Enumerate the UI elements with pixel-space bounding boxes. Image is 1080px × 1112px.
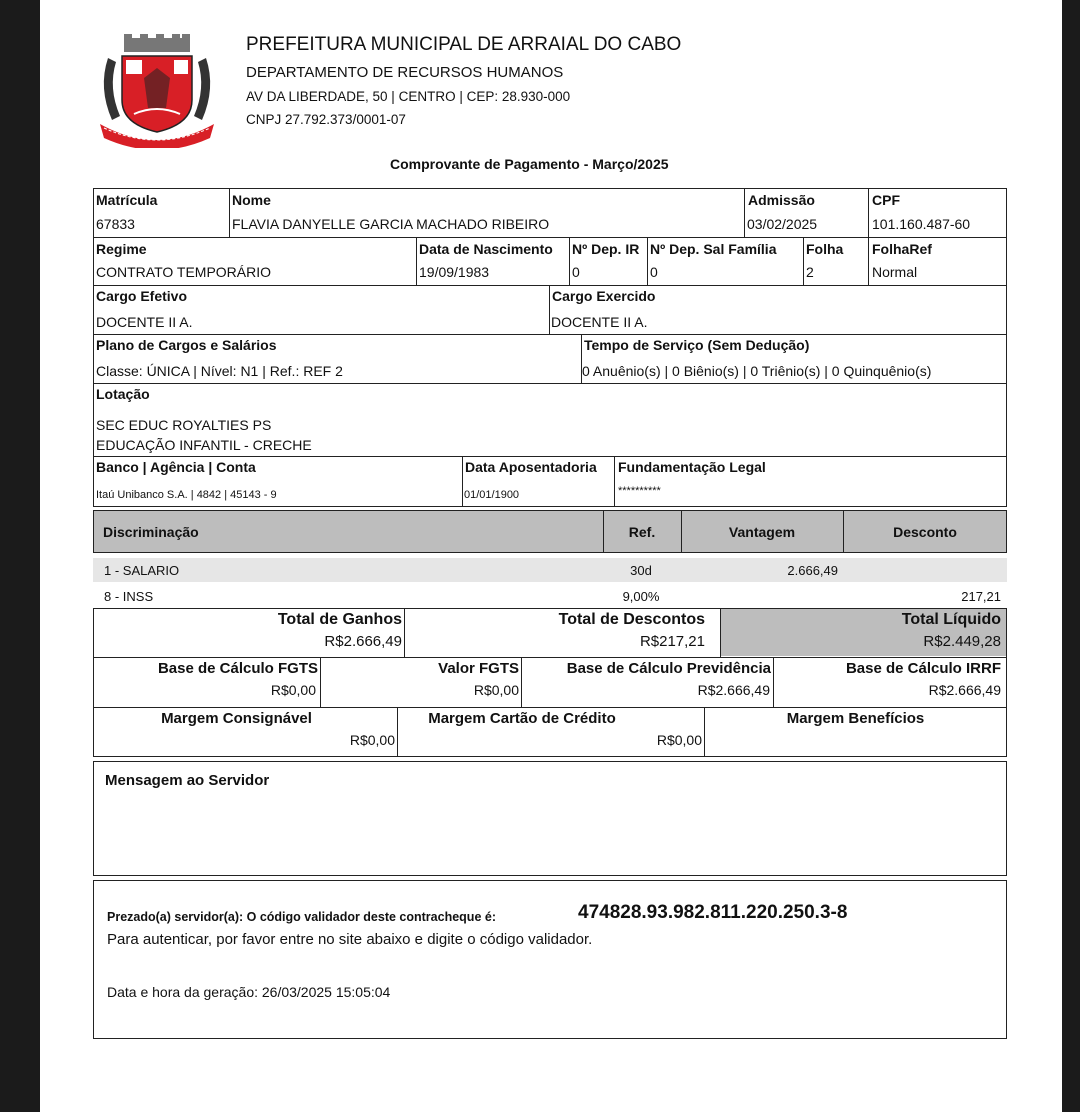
cargo-exercido-value: DOCENTE II A. — [551, 314, 648, 330]
matricula-value: 67833 — [96, 216, 135, 232]
margem-consignavel-value: R$0,00 — [349, 732, 395, 748]
total-ganhos-value: R$2.666,49 — [324, 633, 402, 650]
table-row — [93, 558, 1007, 582]
nascimento-label: Data de Nascimento — [419, 241, 553, 257]
dep-ir-label: Nº Dep. IR — [572, 241, 640, 257]
nome-value: FLAVIA DANYELLE GARCIA MACHADO RIBEIRO — [232, 216, 550, 232]
row2-disc: 8 - INSS — [104, 589, 154, 604]
validator-box — [93, 880, 1007, 1039]
admissao-value: 03/02/2025 — [747, 216, 818, 232]
total-ganhos-label: Total de Ganhos — [277, 611, 402, 628]
document-title: Comprovante de Pagamento - Março/2025 — [390, 156, 669, 172]
fundamentacao-value: ********** — [618, 485, 661, 497]
dep-sal-familia-value: 0 — [650, 264, 658, 280]
valor-fgts-label: Valor FGTS — [438, 660, 519, 677]
banco-value: Itaú Unibanco S.A. | 4842 | 45143 - 9 — [96, 489, 277, 501]
margem-beneficios-label: Margem Benefícios — [786, 710, 925, 727]
message-label: Mensagem ao Servidor — [105, 772, 270, 789]
validator-code: 474828.93.982.811.220.250.3-8 — [578, 902, 848, 923]
dep-ir-value: 0 — [572, 264, 580, 280]
fundamentacao-label: Fundamentação Legal — [618, 459, 766, 475]
row2-desconto: 217,21 — [961, 589, 1001, 604]
nome-label: Nome — [232, 192, 271, 208]
cargo-efetivo-value: DOCENTE II A. — [96, 314, 193, 330]
municipal-coat-of-arms-icon — [94, 28, 220, 148]
base-irrf-label: Base de Cálculo IRRF — [845, 660, 1001, 677]
tempo-servico-label: Tempo de Serviço (Sem Dedução) — [584, 337, 810, 353]
regime-label: Regime — [96, 241, 147, 257]
cargo-efetivo-label: Cargo Efetivo — [96, 288, 188, 304]
tempo-servico-value: 0 Anuênio(s) | 0 Biênio(s) | 0 Triênio(s) | 0 Quinquênio(s) — [582, 363, 932, 379]
nascimento-value: 19/09/1983 — [419, 264, 490, 280]
total-liquido-label: Total Líquido — [901, 611, 1001, 628]
auth-instructions: Para autenticar, por favor entre no site abaixo e digite o código validador. — [107, 931, 593, 948]
col-vantagem: Vantagem — [728, 524, 796, 540]
generation-timestamp: Data e hora da geração: 26/03/2025 15:05:04 — [107, 984, 391, 1000]
valor-fgts-value: R$0,00 — [473, 682, 519, 698]
plano-cargos-label: Plano de Cargos e Salários — [96, 337, 277, 353]
cpf-value: 101.160.487-60 — [872, 216, 971, 232]
banco-label: Banco | Agência | Conta — [96, 459, 256, 475]
base-fgts-label: Base de Cálculo FGTS — [157, 660, 318, 677]
cpf-label: CPF — [872, 192, 900, 208]
org-name: PREFEITURA MUNICIPAL DE ARRAIAL DO CABO — [246, 34, 682, 55]
base-fgts-value: R$0,00 — [270, 682, 316, 698]
lotacao-label: Lotação — [96, 386, 150, 402]
row1-ref: 30d — [630, 563, 652, 578]
dep-sal-familia-label: Nº Dep. Sal Família — [650, 241, 777, 257]
folha-label: Folha — [806, 241, 844, 257]
folharef-value: Normal — [872, 264, 918, 280]
regime-value: CONTRATO TEMPORÁRIO — [96, 264, 272, 280]
row2-ref: 9,00% — [622, 589, 660, 604]
aposentadoria-value: 01/01/1900 — [464, 489, 520, 501]
cnpj: CNPJ 27.792.373/0001-07 — [246, 112, 406, 127]
margem-consignavel-label: Margem Consignável — [161, 710, 312, 727]
admissao-label: Admissão — [748, 192, 815, 208]
margem-cartao-value: R$0,00 — [656, 732, 702, 748]
col-desconto: Desconto — [893, 524, 957, 540]
validator-label: Prezado(a) servidor(a): O código validador deste contracheque é: — [107, 910, 496, 924]
margem-cartao-label: Margem Cartão de Crédito — [428, 710, 616, 727]
total-liquido-value: R$2.449,28 — [923, 633, 1001, 650]
folha-value: 2 — [806, 264, 814, 280]
lotacao-line-2: EDUCAÇÃO INFANTIL - CRECHE — [96, 437, 312, 453]
address: AV DA LIBERDADE, 50 | CENTRO | CEP: 28.930-000 — [246, 89, 571, 104]
plano-cargos-value: Classe: ÚNICA | Nível: N1 | Ref.: REF 2 — [96, 363, 343, 379]
row1-disc: 1 - SALARIO — [104, 563, 180, 578]
department: DEPARTAMENTO DE RECURSOS HUMANOS — [246, 64, 564, 81]
base-previdencia-value: R$2.666,49 — [697, 682, 770, 698]
col-discriminacao: Discriminação — [103, 524, 199, 540]
lotacao-line-1: SEC EDUC ROYALTIES PS — [96, 417, 272, 433]
total-descontos-value: R$217,21 — [639, 633, 705, 650]
base-previdencia-label: Base de Cálculo Previdência — [566, 660, 771, 677]
cargo-exercido-label: Cargo Exercido — [552, 288, 656, 304]
aposentadoria-label: Data Aposentadoria — [465, 459, 597, 475]
folharef-label: FolhaRef — [872, 241, 932, 257]
row1-vantagem: 2.666,49 — [787, 563, 838, 578]
matricula-label: Matrícula — [96, 192, 158, 208]
base-irrf-value: R$2.666,49 — [928, 682, 1001, 698]
total-descontos-label: Total de Descontos — [558, 611, 705, 628]
col-ref: Ref. — [628, 524, 656, 540]
